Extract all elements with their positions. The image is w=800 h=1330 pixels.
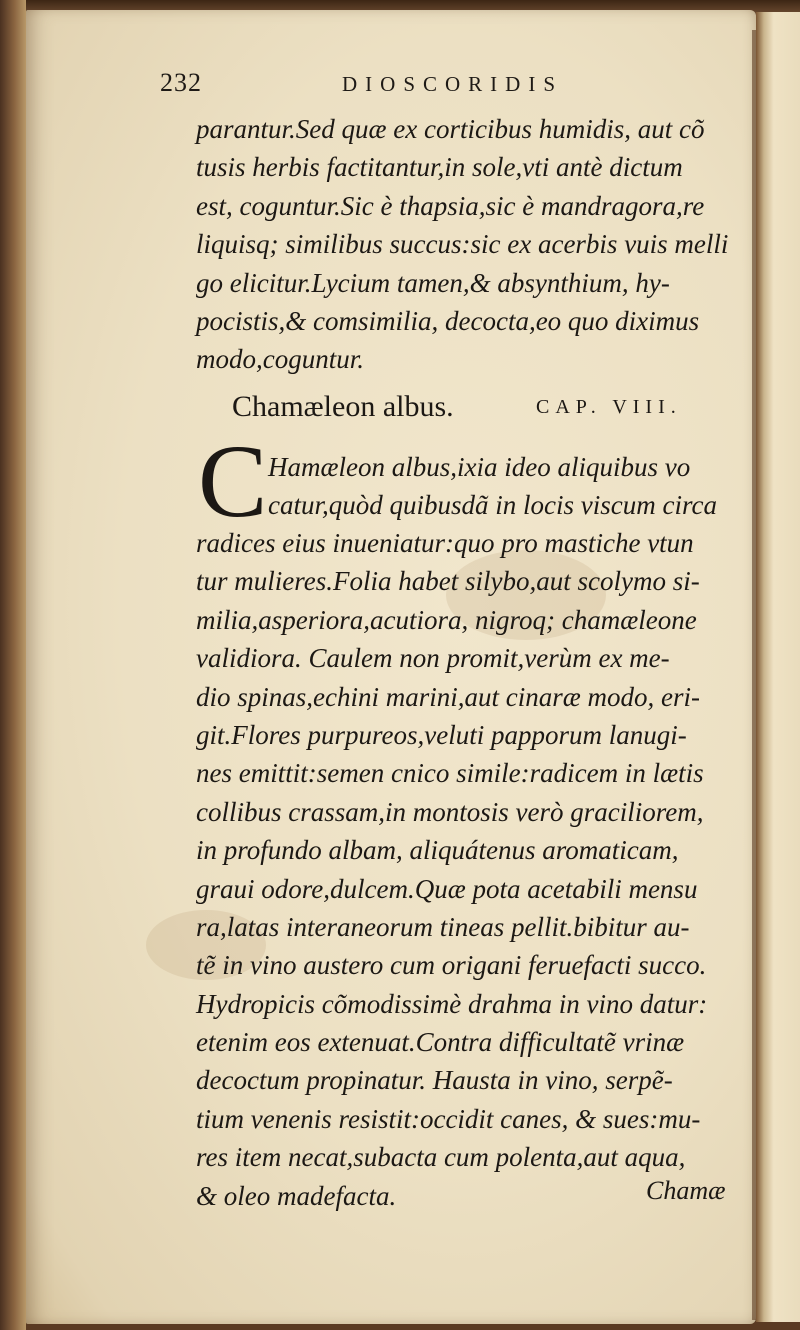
text-line: milia,asperiora,acutiora, nigroq; chamæleone [196,604,697,635]
text-line: nes emittit:semen cnico simile:radicem in lætis [196,758,704,789]
drop-cap-initial: C [198,424,268,539]
text-line: decoctum propinatur. Hausta in vino, serpẽ- [196,1065,673,1096]
text-line: go elicitur.Lycium tamen,& absynthium, hy- [196,267,670,298]
chapter-number: CAP. VIII. [536,396,682,418]
text-line: graui odore,dulcem.Quæ pota acetabili mensu [196,873,698,904]
text-line: pocistis,& comsimilia, decocta,eo quo diximus [196,305,700,336]
text-line: est, coguntur.Sic è thapsia,sic è mandragora,re [196,190,705,221]
text-line: tium venenis resistit:occidit canes, & sues:mu- [196,1103,701,1134]
text-line: tur mulieres.Folia habet silybo,aut scolymo si- [196,566,700,597]
chapter-opening-lines [268,448,736,525]
text-line: Hamæleon albus,ixia ideo aliquibus vo [268,452,691,482]
chapter-paragraph [196,524,736,1215]
text-line: validiora. Caulem non promit,verùm ex me- [196,643,670,674]
text-line: liquisq; similibus succus:sic ex acerbis vuis melli [196,229,729,260]
text-line: & oleo madefacta. [196,1180,397,1211]
text-line: in profundo albam, aliquátenus aromaticam, [196,835,679,866]
facing-page-edge [756,12,800,1322]
catchword: Chamæ [646,1176,726,1205]
text-line: tẽ in vino austero cum origani feruefacti succo. [196,950,707,981]
text-line: catur,quòd quibusdã in locis viscum circa [268,490,717,521]
text-line: radices eius inueniatur:quo pro mastiche vtun [196,528,694,558]
intro-paragraph [196,110,736,379]
text-line: collibus crassam,in montosis verò graciliorem, [196,796,704,827]
page-number: 232 [160,68,202,97]
text-line: tusis herbis factitantur,in sole,vti antè dictum [196,152,683,183]
running-head: DIOSCORIDIS [342,72,564,96]
text-line: etenim eos extenuat.Contra difficultatẽ vrinæ [196,1027,685,1058]
chapter-heading [232,390,732,430]
text-line: git.Flores purpureos,veluti papporum lanugi- [196,719,687,750]
chapter-title: Chamæleon albus. [232,390,454,423]
page-header [160,68,630,104]
text-line: modo,coguntur. [196,344,364,375]
text-line: ra,latas interaneorum tineas pellit.bibitur au- [196,911,690,942]
text-line: res item necat,subacta cum polenta,aut aqua, [196,1142,686,1173]
text-line: parantur.Sed quæ ex corticibus humidis, aut cõ [196,114,705,144]
gutter-shadow [752,30,756,1320]
text-line: dio spinas,echini marini,aut cinaræ modo, eri- [196,681,700,712]
book-binding [0,0,26,1330]
text-line: Hydropicis cõmodissimè drahma in vino datur: [196,988,708,1019]
